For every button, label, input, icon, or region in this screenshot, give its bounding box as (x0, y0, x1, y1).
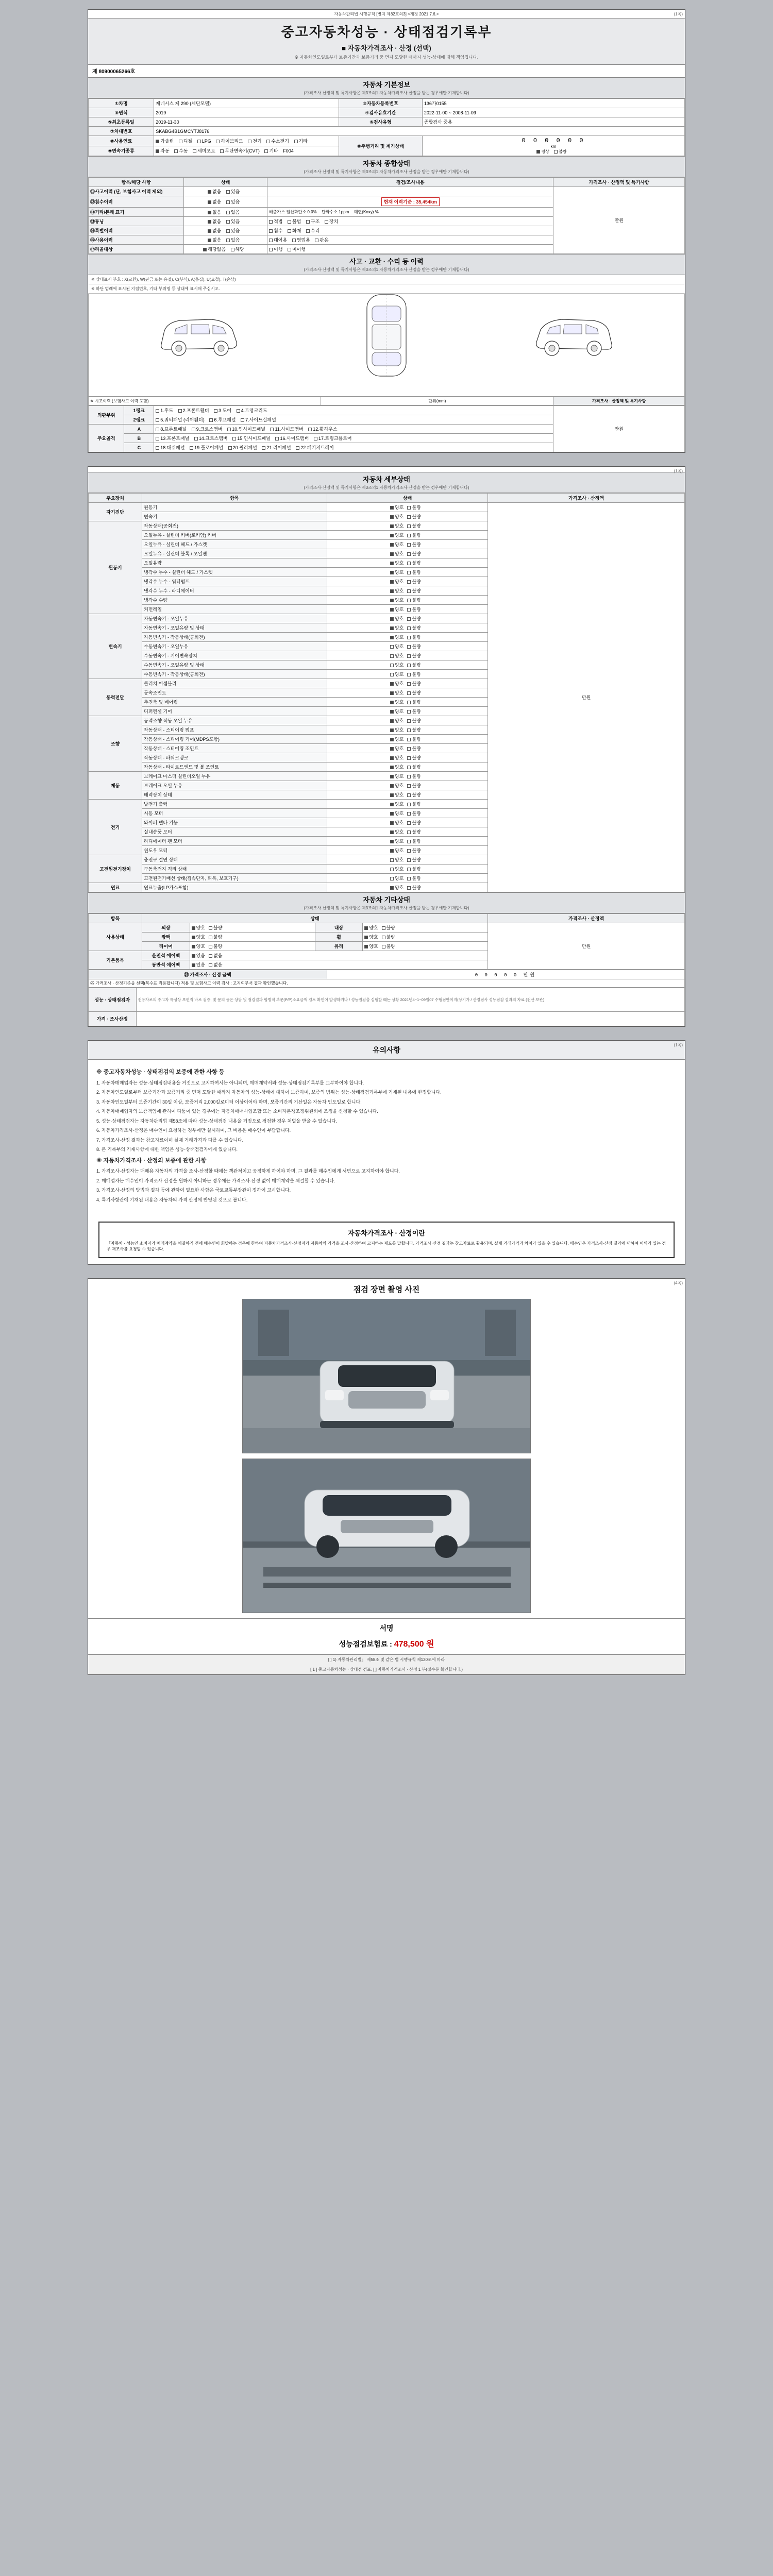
item-label: 수동변속기 - 오일누유 (142, 642, 327, 651)
label-odometer: ⑩주행거리 및 계기상태 (339, 136, 422, 156)
notice-title: 유의사항 (88, 1041, 685, 1060)
group-electric: 전기 (89, 800, 142, 855)
etc-state-tire[interactable]: 양호 불량 (190, 942, 315, 951)
item-label: 수동변속기 - 오일유량 및 상태 (142, 660, 327, 670)
section-accident-title: 사고 · 교환 · 수리 등 이력 (349, 258, 424, 265)
table-row (89, 988, 685, 1012)
accident-note-left: ※ 시고이력 (보험사고 이력 포함) (89, 397, 321, 405)
row-flood-label: ⑫침수이력 (89, 196, 184, 208)
accident-price-cell: 만원 (553, 406, 685, 452)
etc-label-driver-airbag: 운전석 에어백 (142, 951, 190, 960)
signature-section-title: 서명 (88, 1618, 685, 1635)
photo-front-image (243, 1299, 531, 1453)
item-state[interactable]: 양호 불량 (327, 837, 488, 846)
declaration-body: 「자동차 · 성능연 소비자가 매매계약을 체결하기 전에 매수인이 희망하는 경우에 한하여 자동차가격조사·산정자가 자동차의 가격을 조사·산정하여 고지하는 제도를 말합니다. 가격조사·산정 결과는 참고자료로 활용되며, 실제 거래가격과 차이가 있을 수 있습니다. 매수인은 가격조사·산정 결과에 대하여 이의가 있는 경우 재조사를 요청할 수 있습니다. (107, 1241, 666, 1251)
photos-title: 점검 장면 촬영 사진 (353, 1285, 420, 1294)
item-label: 윈도우 모터 (142, 846, 327, 855)
item-state[interactable]: 양호 불량 (327, 633, 488, 642)
diagram-legend-2: ※ 하단 범례에 표시된 지점번호, 기타 부위명 등 상태에 표시해 주십시오. (88, 284, 685, 294)
sheet-page-4 (88, 1278, 685, 1675)
fuel-option-diesel[interactable]: 디젤 (179, 138, 192, 144)
item-label: 커먼레일 (142, 605, 327, 614)
rank2-items[interactable]: 5.쿼터패널 (리어휀더) 6.루프패널 7.사이드실패널 (154, 415, 553, 425)
overall-state-table (88, 177, 685, 254)
item-label: 연료누출(LP가스포함) (142, 883, 327, 892)
item-state[interactable]: 양호 불량 (327, 596, 488, 605)
item-state[interactable]: 양호 불량 (327, 521, 488, 531)
sheet-page-1 (88, 9, 685, 453)
label-first-reg: ⑤최초등록일 (89, 117, 154, 127)
photo-front-view[interactable] (242, 1299, 531, 1453)
notice-item: 1. 가격조사·산정자는 매매용 자동차의 가격을 조사·산정할 때에는 객관적이고 공정하게 하여야 하며, 그 결과를 매수인에게 서면으로 고지하여야 합니다. (96, 1168, 400, 1174)
item-label: 원동기 (142, 503, 327, 512)
col-state: 상태 (184, 178, 267, 187)
insurance-fee-value: 478,500 원 (394, 1640, 434, 1649)
col-detail-price: 가격조사 · 산정액 (488, 494, 685, 503)
section-accident-header (88, 254, 685, 275)
table-header-row (89, 494, 685, 503)
etc-state-passenger-airbag[interactable]: 있음 없음 (190, 960, 488, 970)
col-sub-item: 항목 (142, 494, 327, 503)
outer-panel-label: 외판부위 (89, 406, 124, 425)
car-side-left-view (155, 302, 243, 369)
item-state[interactable]: 양호 불량 (327, 679, 488, 688)
item-label: 와이퍼 델타 기능 (142, 818, 327, 827)
label-inspection-valid: ④검사유효기간 (339, 108, 422, 117)
row-recall-label: ⑰리콜대상 (89, 245, 184, 254)
photo-gallery (88, 1299, 685, 1618)
row-tuning-label: ⑬튜닝 (89, 217, 184, 226)
group-steering: 조향 (89, 716, 142, 772)
item-label: 오일누유 - 실린더 블록 / 오일팬 (142, 549, 327, 558)
section-basic-header (88, 77, 685, 98)
row-accident-history-detail (267, 187, 553, 196)
item-state[interactable]: 양호 불량 (327, 735, 488, 744)
price-header: ㉔ 가격조사 · 산정 금액 (89, 970, 327, 979)
accident-note-center: 단위(mm) (321, 397, 553, 405)
section-detail-header (88, 472, 685, 493)
item-label: 작동상태 - 타이로드엔드 및 볼 조인트 (142, 762, 327, 772)
section-detail-note: (가격조사·산정액 및 특기사항은 제3조의1 자동차가격조사·산정을 받는 경우에만 기재합니다) (304, 485, 469, 490)
car-top-view (356, 291, 417, 381)
value-first-reg: 2019-11-30 (154, 117, 339, 127)
fuel-options[interactable] (154, 136, 339, 146)
col-etc-price: 가격조사 · 산정액 (488, 914, 685, 923)
row-tuning-detail[interactable]: 적법 불법 구조 장치 (267, 217, 553, 226)
table-header-row (89, 178, 685, 187)
row-accident-history-label: ⑪사고이력 (단, 보험사고 이력 제외) (89, 187, 184, 196)
detail-state-table (88, 493, 685, 892)
item-state[interactable]: 양호 불량 (327, 531, 488, 540)
row-special-label: ⑭특별이력 (89, 226, 184, 235)
row-other-state[interactable]: 없음 있음 (184, 208, 267, 217)
row-recall-detail[interactable]: 이행 미이행 (267, 245, 553, 254)
section-etc-header (88, 892, 685, 913)
col-detail: 점검/조사내용 (267, 178, 553, 187)
etc-label-glass: 유리 (315, 942, 363, 951)
value-inspection-valid: 2022-11-00 ~ 2008-11-09 (422, 108, 684, 117)
page-number-3: (1쪽) (674, 1043, 683, 1047)
fuel-option-electric[interactable]: 전기 (248, 138, 261, 144)
etc-state-wheel[interactable]: 양호 불량 (363, 933, 488, 942)
rank1-label: 1랭크 (124, 406, 154, 415)
item-state[interactable]: 양호 불량 (327, 568, 488, 577)
group-self-diagnosis: 자기진단 (89, 503, 142, 521)
notice-head-2: ※ 자동차가격조사 · 산정의 보증에 관한 사항 (96, 1157, 207, 1164)
item-state[interactable]: 양호 불량 (327, 558, 488, 568)
value-vin: SKABG4B1GMCYTJ8176 (154, 127, 685, 136)
page-number-4: (4쪽) (674, 1281, 683, 1285)
item-label: 라디에이터 팬 모터 (142, 837, 327, 846)
item-state[interactable]: 양호 불량 (327, 549, 488, 558)
frame-c-items[interactable]: 18.대쉬패널 19.플로어패널 20.필러패널 21.리어패널 22.패키지트레이 (154, 443, 553, 452)
table-row (89, 979, 685, 988)
table-row (89, 108, 685, 117)
photo-underbody-image (243, 1459, 531, 1613)
etc-group-basic: 기본품목 (89, 951, 142, 970)
panel-rank-table (88, 405, 685, 452)
item-label: 작동상태(공회전) (142, 521, 327, 531)
odometer-unit: km (550, 144, 557, 149)
item-state[interactable]: 양호 불량 (327, 790, 488, 800)
odometer-value: 0 0 0 0 0 0 (522, 137, 585, 144)
etc-label-interior: 내장 (315, 923, 363, 933)
notice-item: 5. 성능·상태점검자는 자동차관리법 제58조에 따라 성능·상태점검 내용을 거짓으로 점검한 경우 처벌을 받을 수 있습니다. (96, 1118, 338, 1124)
item-label: 수동변속기 - 작동상태(공회전) (142, 670, 327, 679)
signature-right-box[interactable] (136, 1012, 684, 1026)
transmission-options[interactable] (154, 146, 339, 156)
car-side-right-view (530, 302, 618, 369)
item-label: 자동변속기 - 오일누유 (142, 614, 327, 623)
trans-option-auto[interactable]: 자동 (156, 147, 169, 154)
item-state[interactable]: 양호 불량 (327, 725, 488, 735)
trans-code: F004 (283, 148, 294, 154)
item-state[interactable]: 양호 불량 (327, 744, 488, 753)
item-state[interactable]: 양호 불량 (327, 660, 488, 670)
rank1-items[interactable]: 1.후드 2.프론트휀더 3.도어 4.트렁크리드 (154, 406, 553, 415)
title-band (88, 19, 685, 65)
table-row (89, 970, 685, 979)
value-year: 2019 (154, 108, 339, 117)
item-state[interactable]: 양호 불량 (327, 707, 488, 716)
accident-note-row (88, 397, 685, 405)
row-usage-label: ⑮사용이력 (89, 235, 184, 245)
signature-right-label: 가격 · 조사산정 (89, 1012, 137, 1026)
col-price: 가격조사 · 산정액 및 특기사항 (553, 178, 685, 187)
frame-label: 주요골격 (89, 425, 124, 452)
etc-group-usage: 사용상태 (89, 923, 142, 951)
item-label: 자동변속기 - 오일유량 및 상태 (142, 623, 327, 633)
group-transmission: 변속기 (89, 614, 142, 679)
odometer-state[interactable]: 정상 불량 (424, 149, 683, 155)
item-label: 오일유량 (142, 558, 327, 568)
value-car-name: 제네시스 제 290 (세단모델) (154, 99, 339, 108)
notice-item: 7. 가격조사·산정 결과는 참고자료이며 실제 거래가격과 다를 수 있습니다. (96, 1137, 244, 1143)
table-row (89, 99, 685, 108)
document-note: ※ 자동차인도일로부터 보증기간과 보증거리 중 먼저 도달한 때까지 성능·상태에 대해 책임집니다. (294, 55, 479, 60)
frame-b-label: B (124, 434, 154, 443)
row-special-detail[interactable]: 침수 화재 수리 (267, 226, 553, 235)
item-state[interactable]: 양호 불량 (327, 512, 488, 521)
declaration-box (98, 1222, 675, 1258)
row-flood-detail: 현재 이력기준 : 35,454km (267, 196, 553, 208)
item-state[interactable]: 양호 불량 (327, 540, 488, 549)
section-etc-note: (가격조사·산정액 및 특기사항은 제3조의1 자동차가격조사·산정을 받는 경우에만 기재합니다) (304, 906, 469, 910)
fuel-option-gasoline[interactable]: 가솔린 (156, 138, 174, 144)
item-state[interactable]: 양호 불량 (327, 809, 488, 818)
accident-note-right: 가격조사 · 산정액 및 특기사항 (553, 397, 685, 405)
etc-state-exterior[interactable]: 양호 불량 (190, 923, 315, 933)
item-state[interactable]: 양호 불량 (327, 670, 488, 679)
item-label: 냉각수 수량 (142, 596, 327, 605)
table-row (89, 127, 685, 136)
trans-option-cvt[interactable]: 무단변속기(CVT) (220, 147, 259, 154)
item-label: 브레이크 마스터 실린더오일 누유 (142, 772, 327, 781)
etc-label-tire: 타이어 (142, 942, 190, 951)
notice-item: 3. 가격조사·산정의 방법과 절차 등에 관하여 필요한 사항은 국토교통부장관이 정하여 고시합니다. (96, 1188, 291, 1193)
frame-b-items[interactable]: 13.프론트패널 14.크로스맴버 15.인사이드패널 16.사이드맴버 17.트렁크플로어 (154, 434, 553, 443)
label-vin: ⑦차대번호 (89, 127, 154, 136)
trans-option-manual[interactable]: 수동 (174, 147, 188, 154)
notice-item: 2. 자동차인도일로부터 보증기간과 보증거리 중 먼저 도달한 때까지 자동차의 성능·상태에 대하여 보증하며, 보증의 범위는 성능·상태점검기록부에 기재된 내용에 한정합니다. (96, 1090, 442, 1095)
item-state[interactable]: 양호 불량 (327, 772, 488, 781)
etc-price-cell: 만원 (488, 923, 685, 970)
sheet-page-3 (88, 1040, 685, 1265)
item-state[interactable]: 양호 불량 (327, 623, 488, 633)
item-label: 오일누유 - 실린더 커버(로커암) 커버 (142, 531, 327, 540)
etc-state-polish[interactable]: 양호 불량 (190, 933, 315, 942)
item-state[interactable]: 양호 불량 (327, 883, 488, 892)
row-accident-history-state[interactable]: 없음 있음 (184, 187, 267, 196)
item-state[interactable]: 양호 불량 (327, 642, 488, 651)
fuel-option-hybrid[interactable]: 하이브리드 (216, 138, 243, 144)
col-etc-item: 항목 (89, 914, 142, 923)
sheet-page-2 (88, 466, 685, 1027)
frame-a-label: A (124, 425, 154, 434)
trans-option-semiauto[interactable]: 세미오토 (193, 147, 215, 154)
item-label: 발전기 출력 (142, 800, 327, 809)
page-number-1: (1쪽) (674, 12, 683, 16)
section-detail-title: 자동차 세부상태 (363, 476, 410, 483)
table-row (89, 923, 685, 933)
col-etc-state: 상태 (142, 914, 488, 923)
item-label: 냉각수 누수 - 워터펌프 (142, 577, 327, 586)
value-plate-no: 136가0155 (422, 99, 684, 108)
notice-item: 4. 자동차매매업자의 보증책임에 관하여 다툼이 있는 경우에는 자동차매매사업조합 또는 소비자분쟁조정위원회에 조정을 신청할 수 있습니다. (96, 1109, 378, 1114)
item-state[interactable]: 양호 불량 (327, 651, 488, 660)
notice-item: 6. 자동차가격조사·산정은 매수인이 요청하는 경우에만 실시하며, 그 비용은 매수인이 부담합니다. (96, 1128, 291, 1133)
col-item: 항목/해당 사항 (89, 178, 184, 187)
item-state[interactable]: 양호 불량 (327, 800, 488, 809)
item-state[interactable]: 양호 불량 (327, 762, 488, 772)
group-high-voltage: 고전원전기장치 (89, 855, 142, 883)
notice-item: 1. 자동차매매업자는 성능·상태점검내용을 거짓으로 고지하여서는 아니되며, 매매계약서와 성능·상태점검기록부를 교부하여야 합니다. (96, 1080, 364, 1086)
item-label: 냉각수 누수 - 실린더 헤드 / 가스켓 (142, 568, 327, 577)
rank2-label: 2랭크 (124, 415, 154, 425)
frame-c-label: C (124, 443, 154, 452)
document-number: 제 80900065266호 (88, 65, 685, 77)
row-tuning-state[interactable]: 없음 있음 (184, 217, 267, 226)
etc-label-wheel: 휠 (315, 933, 363, 942)
item-state[interactable]: 양호 불량 (327, 753, 488, 762)
photo-underbody-view[interactable] (242, 1459, 531, 1613)
fuel-option-hydrogen[interactable]: 수소전기 (266, 138, 289, 144)
value-inspection-type: 종합검사 중용 (422, 117, 684, 127)
item-label: 디퍼렌셜 기어 (142, 707, 327, 716)
item-label: 작동상태 - 파워크랭크 (142, 753, 327, 762)
item-state[interactable]: 양호 불량 (327, 865, 488, 874)
item-label: 수동변속기 - 기어변속장치 (142, 651, 327, 660)
section-basic-note: (가격조사·산정액 및 특기사항은 제3조의1 자동차가격조사·산정을 받는 경우에만 기재합니다) (304, 91, 469, 95)
item-label: 구동축전지 격리 상태 (142, 865, 327, 874)
trans-option-etc[interactable]: 기타 (264, 147, 278, 154)
group-fuel: 연료 (89, 883, 142, 892)
label-car-name: ①차명 (89, 99, 154, 108)
etc-state-driver-airbag[interactable]: 있음 없음 (190, 951, 488, 960)
notice-head-1: ※ 중고자동차성능 · 상태점검의 보증에 관한 사항 등 (96, 1069, 225, 1075)
col-condition: 상태 (327, 494, 488, 503)
frame-a-items[interactable]: 8.프론트패널 9.크로스맴버 10.인사이드패널 11.사이드맴버 12.휠하우스 (154, 425, 553, 434)
item-label: 작동상태 - 스티어링 조인트 (142, 744, 327, 753)
table-row (89, 117, 685, 127)
etc-label-polish: 광택 (142, 933, 190, 942)
document-subtitle: ■ 자동차가격조사 · 산정 (선택) (342, 44, 431, 52)
notice-item: 8. 본 기록부의 기재사항에 대한 책임은 성능·상태점검자에게 있습니다. (96, 1147, 238, 1152)
item-label: 클러치 어셈블리 (142, 679, 327, 688)
table-row (89, 1012, 685, 1026)
item-label: 오일누유 - 실린더 헤드 / 가스켓 (142, 540, 327, 549)
table-header-row (89, 914, 685, 923)
document-title: 중고자동차성능 · 상태점검기록부 (281, 24, 492, 40)
item-state[interactable]: 양호 불량 (327, 688, 488, 698)
row-recall-state[interactable]: 해당없음 해당 (184, 245, 267, 254)
item-state[interactable]: 양호 불량 (327, 818, 488, 827)
diagram-legend-1: ※ 상태표시 부호 : X(교환), W(판금 또는 용접), C(부식), A(흠집), U(요철), T(손상) (88, 275, 685, 284)
basic-info-table (88, 98, 685, 156)
item-state[interactable]: 양호 불량 (327, 503, 488, 512)
declaration-title: 자동차가격조사 · 산정이란 (348, 1229, 425, 1237)
overall-price-cell: 만원 (553, 187, 685, 254)
price-value: 0 0 0 0 0 만원 (327, 970, 684, 979)
col-main-device: 주요장치 (89, 494, 142, 503)
item-label: 작동상태 - 스티어링 기어(MDPS포함) (142, 735, 327, 744)
label-year: ③연식 (89, 108, 154, 117)
item-label: 배력장치 상태 (142, 790, 327, 800)
row-special-state[interactable]: 없음 있음 (184, 226, 267, 235)
row-usage-detail[interactable]: 대여용 영업용 관용 (267, 235, 553, 245)
group-brake: 제동 (89, 772, 142, 800)
section-basic-title: 자동차 기본정보 (363, 81, 410, 89)
item-label: 자동변속기 - 작동상태(공회전) (142, 633, 327, 642)
table-row (89, 136, 685, 146)
item-state[interactable]: 양호 불량 (327, 605, 488, 614)
odometer-cell (422, 136, 684, 156)
item-label: 실내송풍 모터 (142, 827, 327, 837)
etc-state-glass[interactable]: 양호 불량 (363, 942, 488, 951)
item-label: 등속조인트 (142, 688, 327, 698)
label-inspection-type: ⑥검사유형 (339, 117, 422, 127)
item-state[interactable]: 양호 불량 (327, 698, 488, 707)
insurance-fee-line (88, 1635, 685, 1654)
signature-left-label: 성능 · 상태점검자 (89, 988, 137, 1012)
page-number-2: (1쪽) (674, 469, 683, 473)
row-other-detail: 배출가스 일산화탄소 0.0% 탄화수소 1ppm 매연(Koxy) % (267, 208, 553, 217)
signature-table (88, 988, 685, 1026)
item-state[interactable]: 양호 불량 (327, 855, 488, 865)
item-state[interactable]: 양호 불량 (327, 716, 488, 725)
item-state[interactable]: 양호 불량 (327, 781, 488, 790)
etc-label-passenger-airbag: 동반석 에어백 (142, 960, 190, 970)
footer-line-1: [ ] 1) 자동차관리법」 제58조 및 같은 법 시행규칙 제120조에 따라 (88, 1654, 685, 1665)
notice-item: 3. 자동차인도일부터 보증기간이 30일 이상, 보증거리 2,000킬로미터 이상이어야 하며, 보증기간의 기산일은 자동차 인도일로 합니다. (96, 1099, 362, 1105)
group-powertrain: 동력전달 (89, 679, 142, 716)
car-damage-diagram[interactable] (88, 294, 685, 397)
item-state[interactable]: 양호 불량 (327, 874, 488, 883)
item-state[interactable]: 양호 불량 (327, 846, 488, 855)
insurance-fee-label: 성능점검보험료 : (339, 1640, 392, 1648)
row-flood-state[interactable]: 없음 있음 (184, 196, 267, 208)
table-row (89, 406, 685, 415)
etc-state-table (88, 913, 685, 970)
item-state[interactable]: 양호 불량 (327, 577, 488, 586)
section-overall-title: 자동차 종합상태 (363, 160, 410, 167)
form-legal-header: 자동차관리법 시행규칙 [별지 제82호의3] <개정 2021.7.6.> (88, 10, 685, 19)
price-summary-table (88, 970, 685, 988)
footer-line-2: [ 1 ] 중고자동차성능 · 상태점 검표, [ ] 자동차가격조사 · 산정 1 부(접수분 확인합니다.) (88, 1665, 685, 1674)
item-label: 작동상태 - 스티어링 펌프 (142, 725, 327, 735)
item-state[interactable]: 양호 불량 (327, 827, 488, 837)
section-accident-note: (가격조사·산정액 및 특기사항은 제3조의1 자동차가격조사·산정을 받는 경우에만 기재합니다) (304, 267, 469, 272)
group-engine: 원동기 (89, 521, 142, 614)
item-label: 고전원전기배선 상태(접속단자, 피복, 보호기구) (142, 874, 327, 883)
item-label: 충전구 절연 상태 (142, 855, 327, 865)
section-etc-title: 자동차 기타상태 (363, 896, 410, 904)
item-label: 동력조향 작동 오일 누유 (142, 716, 327, 725)
label-plate-no: ②자동차등록번호 (339, 99, 422, 108)
row-other-label: ⑬기타/본래 표기 (89, 208, 184, 217)
detail-price-cell: 만원 (488, 503, 685, 892)
fuel-option-lpg[interactable]: LPG (197, 139, 211, 144)
section-overall-note: (가격조사·산정액 및 특기사항은 제3조의1 자동차가격조사·산정을 받는 경우에만 기재합니다) (304, 170, 469, 174)
table-row (89, 187, 685, 196)
notice-item: 4. 특기사항란에 기재된 내용은 자동차의 가격 산정에 반영된 것으로 봅니다. (96, 1197, 248, 1202)
table-row (89, 397, 685, 405)
label-transmission: ⑨변속기종류 (89, 146, 154, 156)
item-label: 냉각수 누수 - 라디에이터 (142, 586, 327, 596)
notice-body (88, 1060, 685, 1215)
label-fuel: ⑧사용연료 (89, 136, 154, 146)
item-label: 추진축 및 베어링 (142, 698, 327, 707)
section-overall-header (88, 156, 685, 177)
fuel-option-etc[interactable]: 기타 (294, 138, 308, 144)
etc-state-interior[interactable]: 양호 불량 (363, 923, 488, 933)
row-usage-state[interactable]: 없음 있음 (184, 235, 267, 245)
table-row (89, 503, 685, 512)
etc-label-exterior: 외장 (142, 923, 190, 933)
notice-item: 2. 매매업자는 매수인이 가격조사·산정을 원하지 아니하는 경우에는 가격조사·산정 없이 매매계약을 체결할 수 있습니다. (96, 1178, 335, 1183)
signature-note: 전용차로의 중고차 특성상 보편적 바로 검증, 및 문의 등은 상담 및 점검결과 합병적 부문(P/P)소요금액 검토 확인이 발생하거나 / 성능점검을 실행할 때는 상황 2021년4~1~09일07 수행점안이지(상기가 / 산정점사 성능점검 결과의 자료 (전산 보관) (136, 988, 684, 1012)
item-state[interactable]: 양호 불량 (327, 614, 488, 623)
item-label: 시동 모터 (142, 809, 327, 818)
item-label: 브레이크 오일 누유 (142, 781, 327, 790)
item-label: 변속기 (142, 512, 327, 521)
item-state[interactable]: 양호 불량 (327, 586, 488, 596)
price-basis: ㉕ 가격조사 · 산정기준을 선택(복수표 적용합니다) 적용 및 보험사고 이력 검사 : 고지의무서 결과 확인했습니다. (89, 979, 685, 988)
